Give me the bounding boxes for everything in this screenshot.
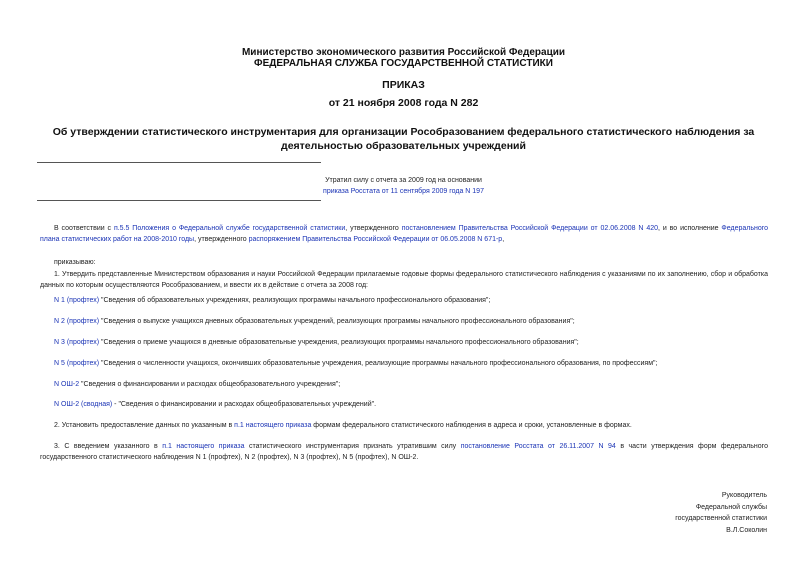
form-item	[40, 295, 768, 306]
preamble-text-3: , и во исполнение	[658, 225, 722, 232]
form-item	[40, 337, 768, 348]
signature-line-2: Федеральной службы	[695, 503, 767, 511]
form-link-1[interactable]: N 1 (профтех)	[54, 297, 100, 304]
form-link-osh2[interactable]: N ОШ-2	[54, 381, 80, 388]
document-title: Об утверждении статистического инструментария для организации Рособразованием федерального статистического наблюдения за деятельностью образовательных учреждений	[52, 126, 755, 152]
preamble-link-decree[interactable]: постановлением Правительства Российской Федерации от 02.06.2008 N 420	[401, 225, 659, 232]
form-text-2: "Сведения о выпуске учащихся дневных образовательных учреждений, реализующих программы начального профессионального образования";	[99, 318, 575, 325]
preamble-text-5: ,	[502, 236, 505, 243]
form-text-osh2-summary: - "Сведения о финансировании и расходах общеобразовательных учреждений".	[112, 401, 377, 408]
form-link-3[interactable]: N 3 (профтех)	[54, 339, 100, 346]
signature-name: В.Л.Соколин	[726, 526, 767, 534]
divider-top	[37, 162, 321, 163]
form-text-osh2: "Сведения о финансировании и расходах общеобразовательного учреждения";	[79, 381, 341, 388]
signature-line-1: Руководитель	[721, 492, 767, 499]
form-link-5[interactable]: N 5 (профтех)	[54, 360, 100, 367]
form-item	[40, 399, 768, 410]
form-text-5: "Сведения о численности учащихся, окончивших образовательные учреждения, реализующие программы начального профессионального образования, по профессиям";	[99, 360, 658, 367]
preamble-text-4: , утвержденного	[194, 236, 249, 243]
item-3-paragraph	[40, 441, 768, 463]
form-text-3: "Сведения о приеме учащихся в дневные образовательные учреждения, реализующих программы начального профессионального образования";	[99, 339, 579, 346]
document-date-number: от 21 ноября 2008 года N 282	[328, 97, 479, 109]
preamble-link-regulation[interactable]: п.5.5 Положения о Федеральной службе государственной статистики	[113, 225, 346, 232]
item-2-paragraph	[40, 420, 768, 431]
item-1-paragraph: 1. Утвердить представленные Министерством образования и науки Российской Федерации прилагаемые годовые формы федерального статистического наблюдения с указаниями по их заполнению, сбор и обработка данных по которым осуществляются Рособразованием, и ввести их в действие с отчета за 2008 год:	[40, 271, 768, 289]
signature-block	[675, 490, 767, 536]
item-2-link[interactable]: п.1 настоящего приказа	[234, 422, 312, 429]
item-3-text-3: в части утверждения форм федерального государственного статистического наблюдения N 1 (профтех), N 2 (профтех), N 3 (профтех), N 5 (профтех), N ОШ-2.	[40, 443, 768, 461]
preamble-link-order[interactable]: распоряжением Правительства Российской Федерации от 06.05.2008 N 671-р	[248, 236, 503, 243]
form-item	[40, 358, 768, 369]
order-word: приказываю:	[54, 259, 96, 266]
item-3-text-2: статистического инструментария признать утратившим силу	[244, 443, 461, 450]
repeal-note	[0, 175, 807, 197]
document-type: ПРИКАЗ	[382, 79, 425, 91]
form-item	[40, 316, 768, 327]
repeal-note-link[interactable]: приказа Росстата от 11 сентября 2009 года N 197	[323, 188, 484, 195]
form-link-2[interactable]: N 2 (профтех)	[54, 318, 100, 325]
ministry-heading: Министерство экономического развития Российской Федерации	[241, 47, 566, 58]
item-3-text-1: 3. С введением указанного в	[54, 443, 163, 450]
form-text-1: "Сведения об образовательных учреждениях, реализующих программы начального профессионального образования";	[99, 297, 491, 304]
preamble-paragraph	[40, 223, 768, 245]
form-item	[40, 379, 768, 390]
divider-bottom	[37, 200, 321, 201]
form-link-osh2-summary[interactable]: N ОШ-2 (сводная)	[54, 401, 113, 408]
repeal-note-text: Утратил силу с отчета за 2009 год на основании	[325, 177, 482, 184]
item-3-link-1[interactable]: п.1 настоящего приказа	[162, 443, 245, 450]
preamble-text-1: В соответствии с	[54, 225, 114, 232]
signature-line-3: государственной статистики	[675, 515, 767, 522]
item-2-text-2: формам федерального статистического наблюдения в адреса и сроки, установленные в формах.	[311, 422, 632, 429]
item-3-link-2[interactable]: постановление Росстата от 26.11.2007 N 94	[460, 443, 616, 450]
preamble-text-2: , утвержденного	[345, 225, 402, 232]
preamble-link-plan[interactable]: Федерального плана статистических работ на 2008-2010 годы	[40, 225, 769, 243]
item-2-text-1: 2. Установить предоставление данных по указанным в	[54, 422, 235, 429]
service-heading: ФЕДЕРАЛЬНАЯ СЛУЖБА ГОСУДАРСТВЕННОЙ СТАТИСТИКИ	[254, 58, 553, 69]
